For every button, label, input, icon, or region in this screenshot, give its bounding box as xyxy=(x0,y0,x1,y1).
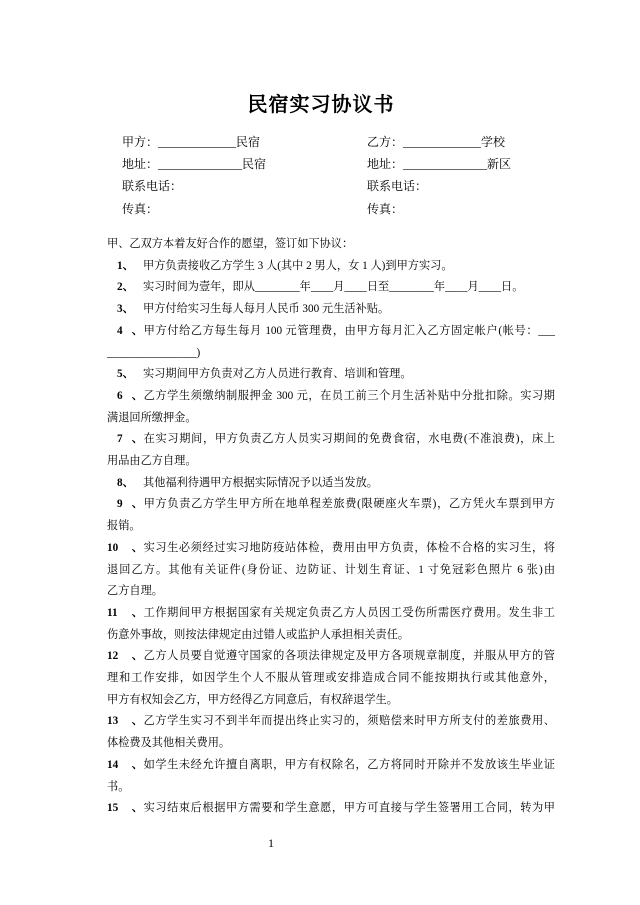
doc-line: 10、实习生必须经过实习地防疫站体检，费用由甲方负责，体检不合格的实习生，将 xyxy=(107,538,555,560)
item-number: 14、 xyxy=(107,758,143,771)
doc-line: 伤意外事故，则按法律规定由过错人或监护人承担相关责任。 xyxy=(107,628,410,641)
party-field-left: 地址：______________民宿 xyxy=(122,157,267,172)
parties-header xyxy=(107,131,577,220)
intro-line: 甲、乙双方本着友好合作的愿望，签订如下协议： xyxy=(107,238,354,250)
item-number: 3、 xyxy=(117,303,134,316)
item-number: 11、 xyxy=(107,606,143,619)
item-number: 5、 xyxy=(117,368,134,381)
doc-line: 12、乙方人员要自觉遵守国家的各项法律规定及甲方各项规章制度，并服从甲方的管 xyxy=(107,646,555,668)
party-field-row xyxy=(107,198,577,220)
party-field-row xyxy=(107,175,577,197)
party-field-row xyxy=(107,131,577,153)
party-field-left: 联系电话： xyxy=(122,179,183,194)
doc-line: 乙方自理。 xyxy=(107,585,163,598)
doc-line: 6、乙方学生须缴纳制服押金 300 元，在员工前三个月生活补贴中分批扣除。实习期 xyxy=(107,386,555,408)
doc-line: 11、工作期间甲方根据国家有关规定负责乙方人员因工受伤所需医疗费用。发生非工 xyxy=(107,603,555,625)
doc-line: 5、 实习期间甲方负责对乙方人员进行教育、培训和管理。 xyxy=(107,364,555,386)
doc-line: 14、如学生未经允许擅自离职，甲方有权除名，乙方将同时开除并不发放该生毕业证 xyxy=(107,755,555,777)
item-number: 8、 xyxy=(117,476,134,489)
item-number: 6、 xyxy=(117,389,143,402)
doc-line: 9、甲方负责乙方学生甲方所在地单程差旅费(限硬座火车票)，乙方凭火车票到甲方 xyxy=(107,494,555,516)
party-field-right: 乙方：_____________学校 xyxy=(367,135,506,149)
doc-line: 15、实习结束后根据甲方需要和学生意愿，甲方可直接与学生签署用工合同，转为甲 xyxy=(107,798,555,820)
doc-line: 退回乙方。其他有关证件(身份证、边防证、计划生育证、1 寸免冠彩色照片 6 张)由 xyxy=(107,563,556,576)
doc-line: 用品由乙方自理。 xyxy=(107,455,197,468)
party-field-right: 地址：______________新区 xyxy=(367,157,512,172)
doc-line: 1、 甲方负责接收乙方学生 3 人(其中 2 男人，女 1 人)到甲方实习。 xyxy=(107,256,555,278)
page-number: 1 xyxy=(268,836,274,850)
party-field-left: 甲方：_____________民宿 xyxy=(122,135,261,149)
doc-line: 2、 实习时间为壹年，即从________年____月____日至________年____月____日。 xyxy=(107,277,555,299)
item-number: 10、 xyxy=(107,541,143,554)
party-field-left: 传真： xyxy=(122,201,159,216)
item-number: 13、 xyxy=(107,715,143,728)
doc-line: 报销。 xyxy=(107,520,141,533)
party-field-row xyxy=(107,153,577,175)
item-number: 15、 xyxy=(107,802,143,815)
item-number: 7、 xyxy=(117,433,143,446)
doc-line: 13、乙方学生实习不到半年而提出终止实习的，须赔偿来时甲方所支付的差旅费用、 xyxy=(107,711,555,733)
party-field-right: 传真： xyxy=(367,201,404,216)
doc-line: 3、 甲方付给实习生每人每月人民币 300 元生活补贴。 xyxy=(107,299,555,321)
doc-line: 甲方有权知会乙方，甲方经得乙方同意后，有权辞退学生。 xyxy=(107,693,398,706)
doc-line: 理和工作安排，如因学生个人不服从管理或安排造成合同不能按期执行或其他意外， xyxy=(107,672,555,685)
item-number: 9、 xyxy=(117,498,143,511)
agreement-body xyxy=(107,234,555,820)
doc-line: 体检费及其他相关费用。 xyxy=(107,737,231,750)
doc-line: 7、在实习期间，甲方负责乙方人员实习期间的免费食宿，水电费(不准浪费)，床上 xyxy=(107,429,555,451)
doc-line: 4、甲方付给乙方每生每月 100 元管理费，由甲方每月汇入乙方固定帐户(帐号：___ xyxy=(107,321,555,343)
item-number: 1、 xyxy=(117,259,134,272)
doc-title: 民宿实习协议书 xyxy=(247,94,395,116)
party-field-right: 联系电话： xyxy=(367,179,428,194)
doc-line: ________________) xyxy=(107,346,201,359)
doc-line: 8、 其他福利待遇甲方根据实际情况予以适当发放。 xyxy=(107,473,555,495)
item-number: 4、 xyxy=(117,324,143,337)
doc-line: 书。 xyxy=(107,780,130,793)
doc-line: 满退回所缴押金。 xyxy=(107,411,197,424)
item-number: 2、 xyxy=(117,281,134,294)
item-number: 12、 xyxy=(107,650,143,663)
